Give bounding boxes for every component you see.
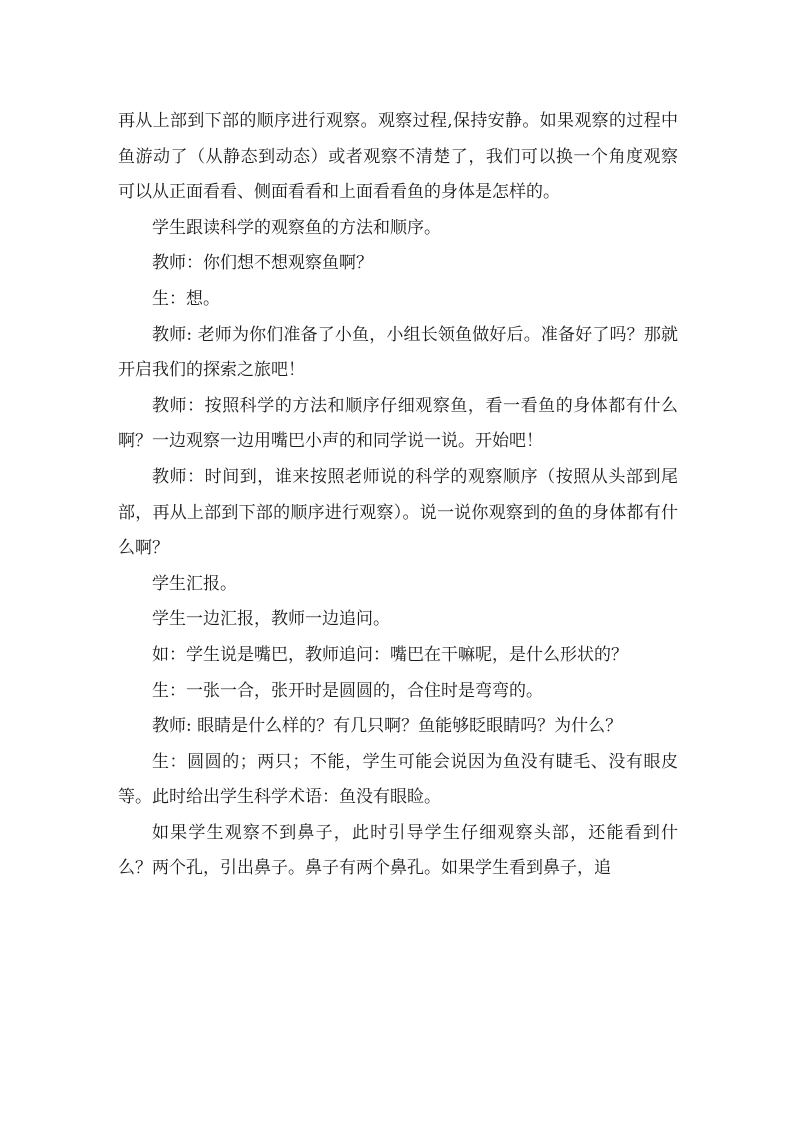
paragraph-2: 学生跟读科学的观察鱼的方法和顺序。 — [152, 217, 441, 238]
paragraph-10: 如：学生说是嘴巴，教师追问：嘴巴在干嘛呢，是什么形状的？ — [152, 644, 628, 665]
paragraph-9: 学生一边汇报，教师一边追问。 — [152, 609, 390, 630]
paragraph-5: 教师: 老师为你们准备了小鱼，小组长领鱼做好后。准备好了吗？那就开启我们的探索之旅吧！ — [118, 324, 678, 381]
document-body — [118, 104, 678, 887]
paragraph-7: 教师：时间到，谁来按照老师说的科学的观察顺序（按照从头部到尾部，再从上部到下部的顺序进行观察）。说一说你观察到的鱼的身体都有什么啊？ — [118, 466, 678, 559]
paragraph-8: 学生汇报。 — [152, 573, 237, 594]
paragraph-11: 生：一张一合，张开时是圆圆的，合住时是弯弯的。 — [152, 680, 543, 701]
paragraph-4: 生：想。 — [152, 288, 220, 309]
paragraph-6: 教师：按照科学的方法和顺序仔细观察鱼，看一看鱼的身体都有什么啊？一边观察一边用嘴巴小声的和同学说一说。开始吧！ — [118, 395, 678, 452]
paragraph-14: 如果学生观察不到鼻子，此时引导学生仔细观察头部，还能看到什么？两个孔，引出鼻子。鼻子有两个鼻孔。如果学生看到鼻子，追 — [118, 822, 678, 879]
paragraph-3: 教师：你们想不想观察鱼啊？ — [152, 253, 373, 274]
paragraph-1: 再从上部到下部的顺序进行观察。观察过程,保持安静。如果观察的过程中鱼游动了（从静态到动态）或者观察不清楚了，我们可以换一个角度观察可以从正面看看、侧面看看和上面看看鱼的身体是怎样的。 — [118, 111, 678, 203]
paragraph-13: 生：圆圆的；两只；不能，学生可能会说因为鱼没有睫毛、没有眼皮等。此时给出学生科学术语：鱼没有眼睑。 — [118, 751, 678, 808]
paragraph-12: 教师: 眼睛是什么样的？有几只啊？鱼能够眨眼睛吗？为什么？ — [152, 716, 623, 737]
